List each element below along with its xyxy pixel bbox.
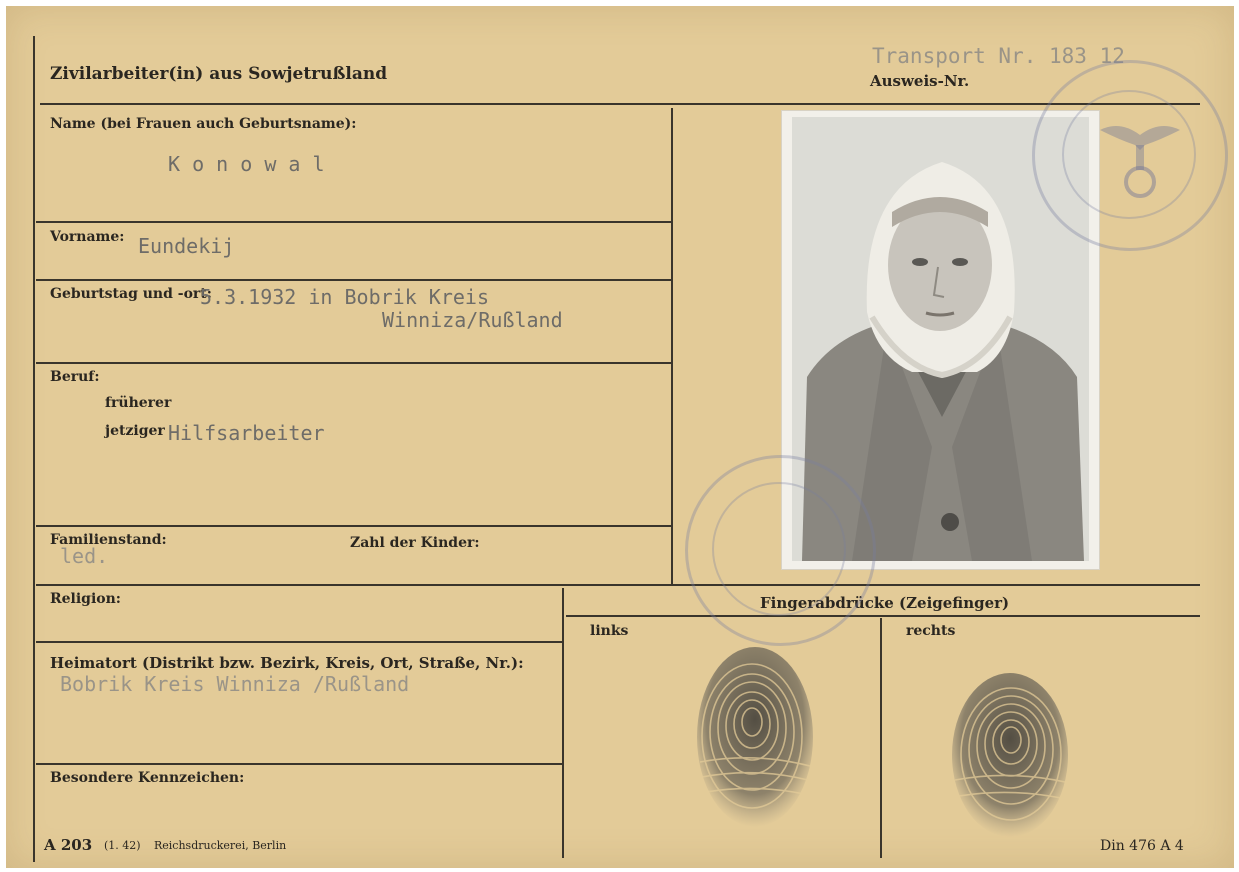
right-fingerprint xyxy=(945,670,1075,845)
form-date: (1. 42) xyxy=(104,839,141,852)
geburt-label: Geburtstag und -ort: xyxy=(50,286,212,302)
column-divider xyxy=(671,108,673,584)
familienstand-value: led. xyxy=(60,544,109,568)
printer-imprint: Reichsdruckerei, Berlin xyxy=(154,839,287,852)
heimatort-value: Bobrik Kreis Winniza /Rußland xyxy=(60,672,410,696)
jetziger-value: Hilfsarbeiter xyxy=(168,421,325,445)
fingerprint-title: Fingerabdrücke (Zeigefinger) xyxy=(760,594,1010,612)
left-fingerprint xyxy=(690,642,820,837)
beruf-label: Beruf: xyxy=(50,369,100,385)
card-title: Zivilarbeiter(in) aus Sowjetrußland xyxy=(50,64,388,84)
name-value: K o n o w a l xyxy=(168,152,325,176)
fingerprint-left-label: links xyxy=(590,623,629,639)
heimatort-label: Heimatort (Distrikt bzw. Bezirk, Kreis, Ort, Straße, Nr.): xyxy=(50,654,524,672)
kinder-label: Zahl der Kinder: xyxy=(350,535,480,551)
jetziger-label: jetziger xyxy=(105,423,165,439)
row-rule-geburt xyxy=(36,362,671,364)
fingerprint-mid-divider xyxy=(880,618,882,858)
header-rule xyxy=(40,103,1200,105)
form-number: A 203 xyxy=(44,836,93,854)
fingerprint-right-label: rechts xyxy=(906,623,956,639)
ausweis-label: Ausweis-Nr. xyxy=(870,72,970,90)
bottom-stamp-inner xyxy=(712,482,846,616)
religion-label: Religion: xyxy=(50,591,121,607)
row-rule-familienstand xyxy=(36,584,1200,586)
vorname-value: Eundekij xyxy=(138,234,235,258)
row-rule-name xyxy=(36,221,671,223)
fingerprint-title-rule xyxy=(566,615,1200,617)
vorname-label: Vorname: xyxy=(50,229,125,245)
row-rule-beruf xyxy=(36,525,671,527)
familienstand-label: Familienstand: xyxy=(50,532,167,548)
row-rule-religion xyxy=(36,641,562,643)
row-rule-heimatort xyxy=(36,763,562,765)
geburt-value-line2: Winniza/Rußland xyxy=(382,308,563,332)
eagle-emblem-icon xyxy=(1100,110,1180,200)
din-format: Din 476 A 4 xyxy=(1100,838,1184,854)
fingerprint-divider xyxy=(562,588,564,858)
geburt-value-line1: 5.3.1932 in Bobrik Kreis xyxy=(200,285,489,309)
frueherer-label: früherer xyxy=(105,395,172,411)
transport-number: Transport Nr. 183 12 xyxy=(872,44,1125,68)
name-label: Name (bei Frauen auch Geburtsname): xyxy=(50,116,357,132)
left-border xyxy=(33,36,35,862)
row-rule-vorname xyxy=(36,279,671,281)
kennzeichen-label: Besondere Kennzeichen: xyxy=(50,770,245,786)
